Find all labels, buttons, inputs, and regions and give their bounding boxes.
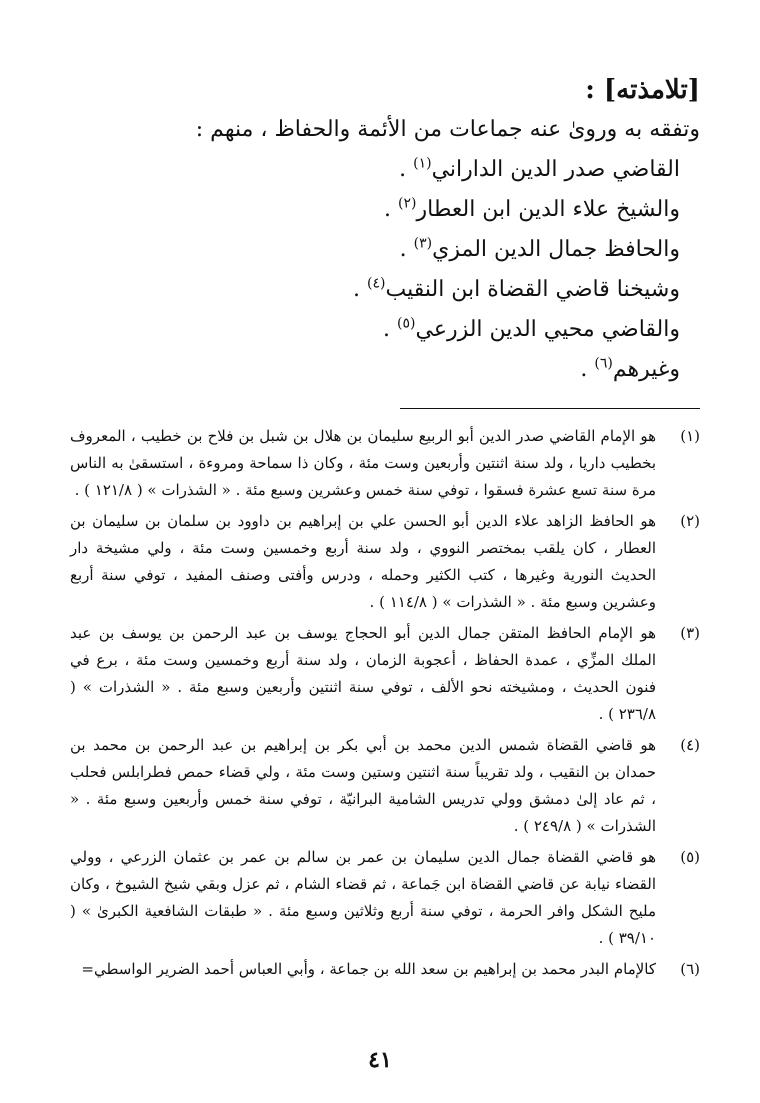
footnote-number: (٥) (680, 848, 700, 866)
student-line (70, 190, 700, 230)
footnote-text: كالإمام البدر محمد بن إبراهيم بن سعد الله بن جماعة ، وأبي العباس أحمد الضرير الواسطي= (81, 960, 656, 978)
footnotes-section (70, 423, 700, 983)
intro-line: وتفقه به وروىٰ عنه جماعات من الأئمة والحفاظ ، منهم : (195, 117, 700, 142)
sentence-end: . (383, 317, 391, 342)
footnote-ref: (١) (413, 155, 432, 172)
footnote (70, 620, 700, 728)
footnote-text: هو قاضي القضاة جمال الدين سليمان بن عمر بن سالم بن عمر بن عثمان الزرعي ، وولي القضاء نيابة عن قاضي القضاة ابن جَماعة ، ثم قضاء الشام ، ثم عزل وبقي شيخ الشيوخ ، وكان مليح الشكل وافر الحرمة ، توفي سنة أربع وثلاثين وسبع مئة . « طبقات الشافعية الكبرىٰ » ( ٣٩/١٠ ) . (70, 848, 656, 947)
footnote (70, 732, 700, 840)
student-line (70, 230, 700, 270)
footnote-ref: (٢) (398, 195, 417, 212)
footnote-divider (400, 408, 700, 409)
footnote-number: (١) (680, 427, 700, 445)
footnote-number: (٢) (680, 512, 700, 530)
footnote-ref: (٦) (594, 355, 613, 372)
footnote (70, 508, 700, 616)
student-name: وغيرهم (612, 357, 680, 382)
footnote-ref: (٥) (397, 315, 416, 332)
footnote-ref: (٤) (367, 275, 386, 292)
student-line (70, 310, 700, 350)
student-line (70, 150, 700, 190)
sentence-end: . (580, 357, 588, 382)
footnote-number: (٣) (680, 624, 700, 642)
student-name: والحافظ جمال الدين المزي (432, 237, 680, 262)
footnote-number: (٤) (680, 736, 700, 754)
students-list (70, 150, 700, 390)
footnote-text: هو قاضي القضاة شمس الدين محمد بن أبي بكر بن إبراهيم بن عبد الرحمن بن محمد بن حمدان بن النقيب ، ولد تقريباً سنة اثنتين وستين وست مئة ، ولي قضاء حمص فطرابلس فحلب ، ثم عاد إلىٰ دمشق وولي تدريس الشامية البرانيّة ، توفي سنة خمس وأربعين وسبع مئة . « الشذرات » ( ٢٤٩/٨ ) . (70, 736, 656, 835)
student-name: وشيخنا قاضي القضاة ابن النقيب (385, 277, 680, 302)
student-line (70, 270, 700, 310)
student-name: والقاضي محيي الدين الزرعي (415, 317, 680, 342)
page-number: ٤١ (368, 1047, 392, 1073)
footnote-ref: (٣) (413, 235, 433, 252)
student-line (70, 350, 700, 390)
section-heading: [تلامذته] : (585, 75, 700, 105)
footnote-text: هو الإمام الحافظ المتقن جمال الدين أبو الحجاج يوسف بن عبد الرحمن بن يوسف بن عبد الملك المزِّي ، عمدة الحفاظ ، أعجوبة الزمان ، ولد سنة أربع وخمسين وست مئة ، برع في فنون الحديث ، ومشيخته نحو الألف ، توفي سنة اثنتين وأربعين وسبع مئة . « الشذرات » ( ٢٣٦/٨ ) . (70, 624, 656, 723)
footnote-text: هو الحافظ الزاهد علاء الدين أبو الحسن علي بن إبراهيم بن داوود بن سلمان بن سليمان بن العطار ، كان يلقب بمختصر النووي ، ولد سنة أربع وخمسين وست مئة ، ولي مشيخة دار الحديث النورية وغيرها ، كتب الكثير وحمله ، ودرس وأفتى وصنف المفيد ، توفي سنة أربع وعشرين وسبع مئة . « الشذرات » ( ١١٤/٨ ) . (70, 512, 656, 611)
footnote-text: هو الإمام القاضي صدر الدين أبو الربيع سليمان بن هلال بن شبل بن فلاح بن خطيب ، المعروف بخطيب داريا ، ولد سنة اثنتين وأربعين وست مئة ، وكان ذا سماحة ومروءة ، استسقىٰ به الناس مرة سنة تسع عشرة فسقوا ، توفي سنة خمس وعشرين وسبع مئة . « الشذرات » ( ١٢١/٨ ) . (70, 427, 656, 499)
footnote (70, 956, 700, 983)
sentence-end: . (384, 197, 392, 222)
sentence-end: . (399, 157, 407, 182)
footnote (70, 844, 700, 952)
footnote (70, 423, 700, 504)
student-name: القاضي صدر الدين الداراني (431, 157, 680, 182)
sentence-end: . (353, 277, 361, 302)
book-page (70, 70, 700, 1083)
footnote-number: (٦) (680, 960, 700, 978)
student-name: والشيخ علاء الدين ابن العطار (416, 197, 680, 222)
sentence-end: . (399, 237, 407, 262)
